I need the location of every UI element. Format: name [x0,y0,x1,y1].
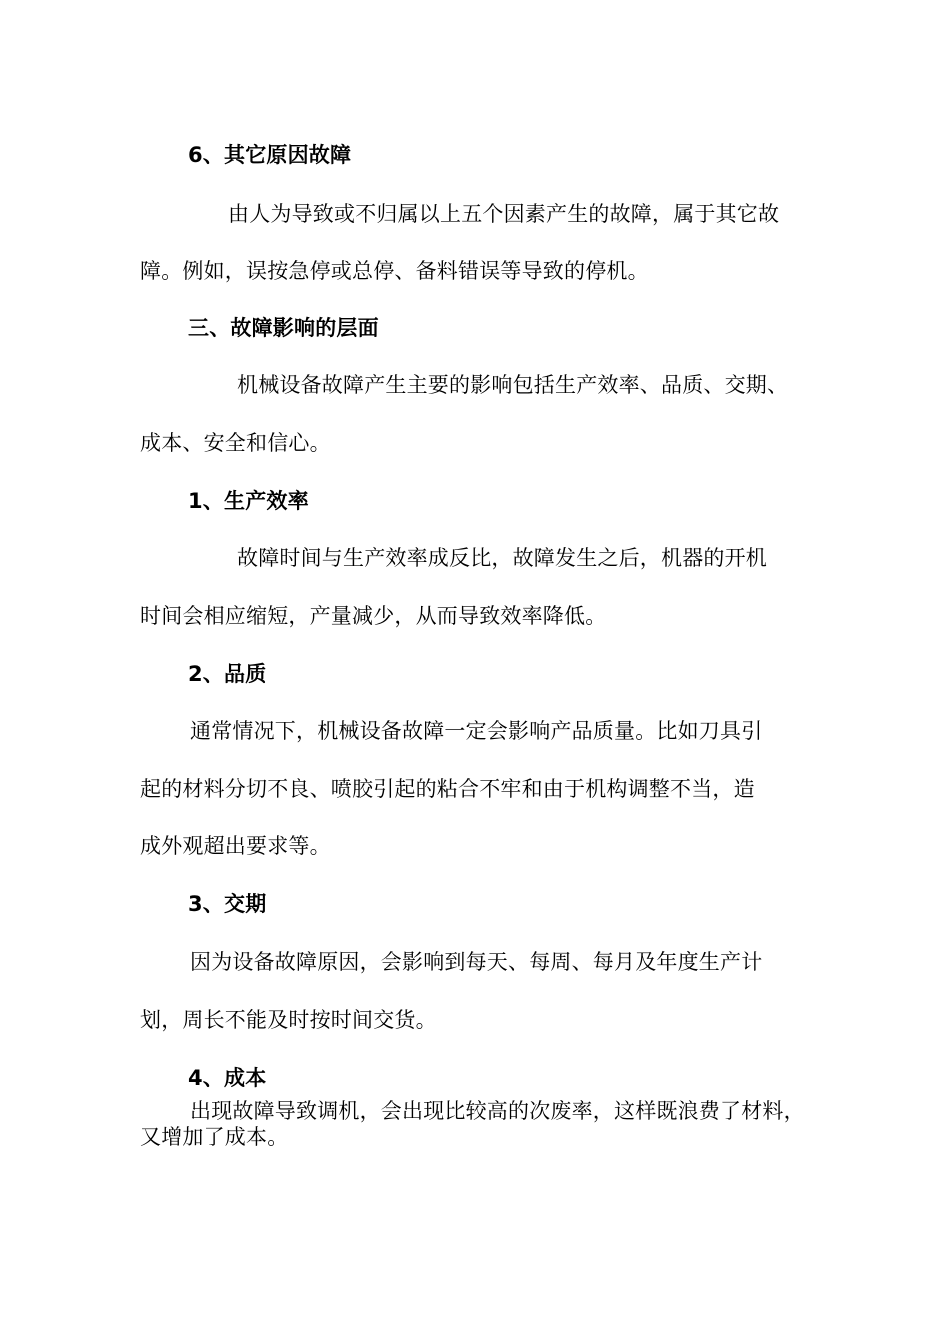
paragraph-line: 因为设备故障原因，会影响到每天、每周、每月及年度生产计 [190,950,763,974]
paragraph-line: 障。例如，误按急停或总停、备料错误等导致的停机。 [140,259,649,283]
paragraph-line: 起的材料分切不良、喷胶引起的粘合不牢和由于机构调整不当，造 [140,777,755,801]
paragraph-line: 划，周长不能及时按时间交货。 [140,1008,437,1032]
section-heading-cost: 4、成本 [188,1066,267,1090]
section-heading-quality: 2、品质 [188,662,267,686]
paragraph-line: 出现故障导致调机，会出现比较高的次废率，这样既浪费了材料， [190,1099,805,1123]
paragraph-line: 成本、安全和信心。 [140,431,331,455]
paragraph-line: 时间会相应缩短，产量减少，从而导致效率降低。 [140,604,607,628]
section-heading-impact-levels: 三、故障影响的层面 [188,316,379,340]
paragraph-line: 由人为导致或不归属以上五个因素产生的故障，属于其它故 [228,202,780,226]
paragraph-line: 故障时间与生产效率成反比，故障发生之后，机器的开机 [237,546,767,570]
paragraph-line: 成外观超出要求等。 [140,834,331,858]
paragraph-line: 又增加了成本。 [140,1125,289,1149]
section-heading-delivery: 3、交期 [188,892,267,916]
paragraph-line: 机械设备故障产生主要的影响包括生产效率、品质、交期、 [237,373,789,397]
section-heading-efficiency: 1、生产效率 [188,489,309,513]
paragraph-line: 通常情况下，机械设备故障一定会影响产品质量。比如刀具引 [190,719,763,743]
section-heading-other-causes: 6、其它原因故障 [188,143,352,167]
